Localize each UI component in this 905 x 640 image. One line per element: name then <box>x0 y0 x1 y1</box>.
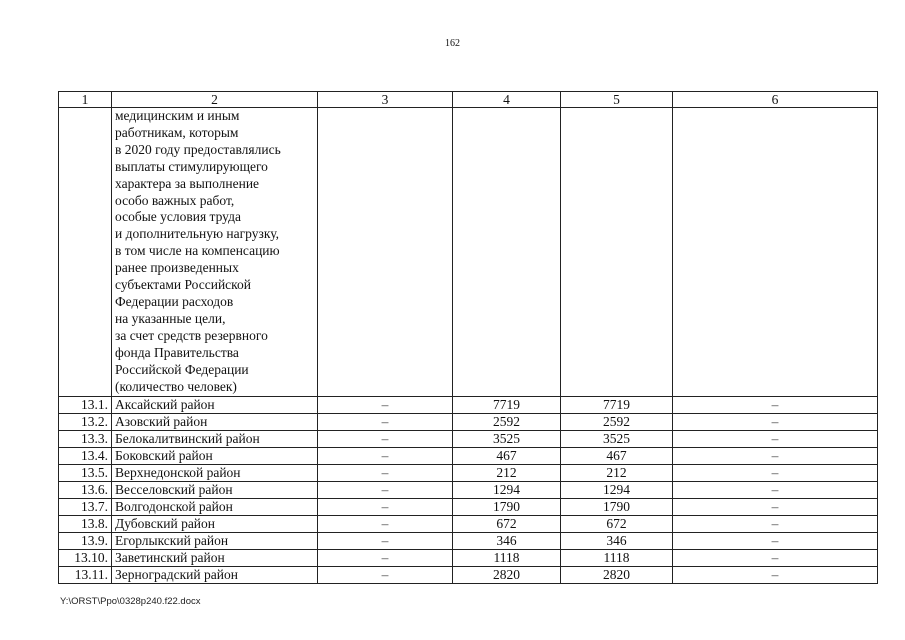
column-4-cell: 1790 <box>453 499 561 516</box>
description-num-cell <box>59 108 112 397</box>
column-6-cell: – <box>673 516 878 533</box>
district-name-cell: Верхнедонской район <box>112 465 318 482</box>
column-header-2: 2 <box>112 92 318 108</box>
district-name-cell: Егорлыкский район <box>112 533 318 550</box>
district-name-cell: Боковский район <box>112 448 318 465</box>
column-4-cell: 2820 <box>453 567 561 584</box>
district-name-cell: Азовский район <box>112 414 318 431</box>
description-empty-cell <box>453 108 561 397</box>
row-number-cell: 13.3. <box>59 431 112 448</box>
column-3-cell: – <box>318 465 453 482</box>
column-6-cell: – <box>673 567 878 584</box>
district-name-cell: Заветинский район <box>112 550 318 567</box>
column-5-cell: 346 <box>561 533 673 550</box>
column-4-cell: 346 <box>453 533 561 550</box>
column-header-3: 3 <box>318 92 453 108</box>
column-5-cell: 212 <box>561 465 673 482</box>
column-header-5: 5 <box>561 92 673 108</box>
table-row <box>59 516 878 533</box>
table-row <box>59 499 878 516</box>
column-5-cell: 467 <box>561 448 673 465</box>
file-path-footer: Y:\ORST\Ppo\0328p240.f22.docx <box>60 596 201 607</box>
column-6-cell: – <box>673 499 878 516</box>
column-3-cell: – <box>318 431 453 448</box>
district-name-cell: Волгодонской район <box>112 499 318 516</box>
column-4-cell: 2592 <box>453 414 561 431</box>
district-name-cell: Белокалитвинский район <box>112 431 318 448</box>
table-row <box>59 567 878 584</box>
table-row <box>59 431 878 448</box>
row-number-cell: 13.5. <box>59 465 112 482</box>
column-4-cell: 1294 <box>453 482 561 499</box>
description-cell <box>112 108 318 397</box>
table-row <box>59 550 878 567</box>
column-5-cell: 7719 <box>561 397 673 414</box>
table-row <box>59 414 878 431</box>
column-3-cell: – <box>318 448 453 465</box>
column-3-cell: – <box>318 533 453 550</box>
district-name-cell: Дубовский район <box>112 516 318 533</box>
district-name-cell: Аксайский район <box>112 397 318 414</box>
column-4-cell: 672 <box>453 516 561 533</box>
table-row <box>59 533 878 550</box>
table-header-row <box>59 92 878 108</box>
description-row <box>59 108 878 397</box>
column-header-6: 6 <box>673 92 878 108</box>
row-number-cell: 13.9. <box>59 533 112 550</box>
row-number-cell: 13.4. <box>59 448 112 465</box>
column-6-cell: – <box>673 448 878 465</box>
column-5-cell: 672 <box>561 516 673 533</box>
description-text: медицинским и иным работникам, которым в 2020 году предоставлялись выплаты стимулирующего характера за выполнение особо важных работ, особые условия труда и дополнительную нагрузку, в том числе на компенсацию ранее произведенных субъектами Российской Федерации расходов на указанные цели, за счет средств резервного фонда Правительства Российской Федерации (количество человек) <box>115 108 281 394</box>
column-header-4: 4 <box>453 92 561 108</box>
column-3-cell: – <box>318 482 453 499</box>
column-header-1: 1 <box>59 92 112 108</box>
row-number-cell: 13.6. <box>59 482 112 499</box>
column-4-cell: 212 <box>453 465 561 482</box>
column-5-cell: 1790 <box>561 499 673 516</box>
column-5-cell: 2592 <box>561 414 673 431</box>
description-empty-cell <box>561 108 673 397</box>
table-row <box>59 482 878 499</box>
row-number-cell: 13.7. <box>59 499 112 516</box>
column-4-cell: 3525 <box>453 431 561 448</box>
column-3-cell: – <box>318 414 453 431</box>
column-5-cell: 2820 <box>561 567 673 584</box>
column-5-cell: 3525 <box>561 431 673 448</box>
column-6-cell: – <box>673 482 878 499</box>
column-3-cell: – <box>318 516 453 533</box>
page-number: 162 <box>445 38 460 49</box>
district-name-cell: Зерноградский район <box>112 567 318 584</box>
column-3-cell: – <box>318 550 453 567</box>
column-3-cell: – <box>318 499 453 516</box>
column-6-cell: – <box>673 414 878 431</box>
description-empty-cell <box>673 108 878 397</box>
row-number-cell: 13.8. <box>59 516 112 533</box>
row-number-cell: 13.2. <box>59 414 112 431</box>
column-4-cell: 467 <box>453 448 561 465</box>
table-row <box>59 465 878 482</box>
column-6-cell: – <box>673 533 878 550</box>
table-row <box>59 397 878 414</box>
column-6-cell: – <box>673 465 878 482</box>
column-6-cell: – <box>673 431 878 448</box>
column-5-cell: 1118 <box>561 550 673 567</box>
column-4-cell: 1118 <box>453 550 561 567</box>
row-number-cell: 13.1. <box>59 397 112 414</box>
data-table <box>58 91 878 584</box>
district-name-cell: Весселовский район <box>112 482 318 499</box>
column-6-cell: – <box>673 550 878 567</box>
row-number-cell: 13.10. <box>59 550 112 567</box>
column-3-cell: – <box>318 567 453 584</box>
row-number-cell: 13.11. <box>59 567 112 584</box>
description-empty-cell <box>318 108 453 397</box>
column-4-cell: 7719 <box>453 397 561 414</box>
column-3-cell: – <box>318 397 453 414</box>
table-row <box>59 448 878 465</box>
column-5-cell: 1294 <box>561 482 673 499</box>
column-6-cell: – <box>673 397 878 414</box>
